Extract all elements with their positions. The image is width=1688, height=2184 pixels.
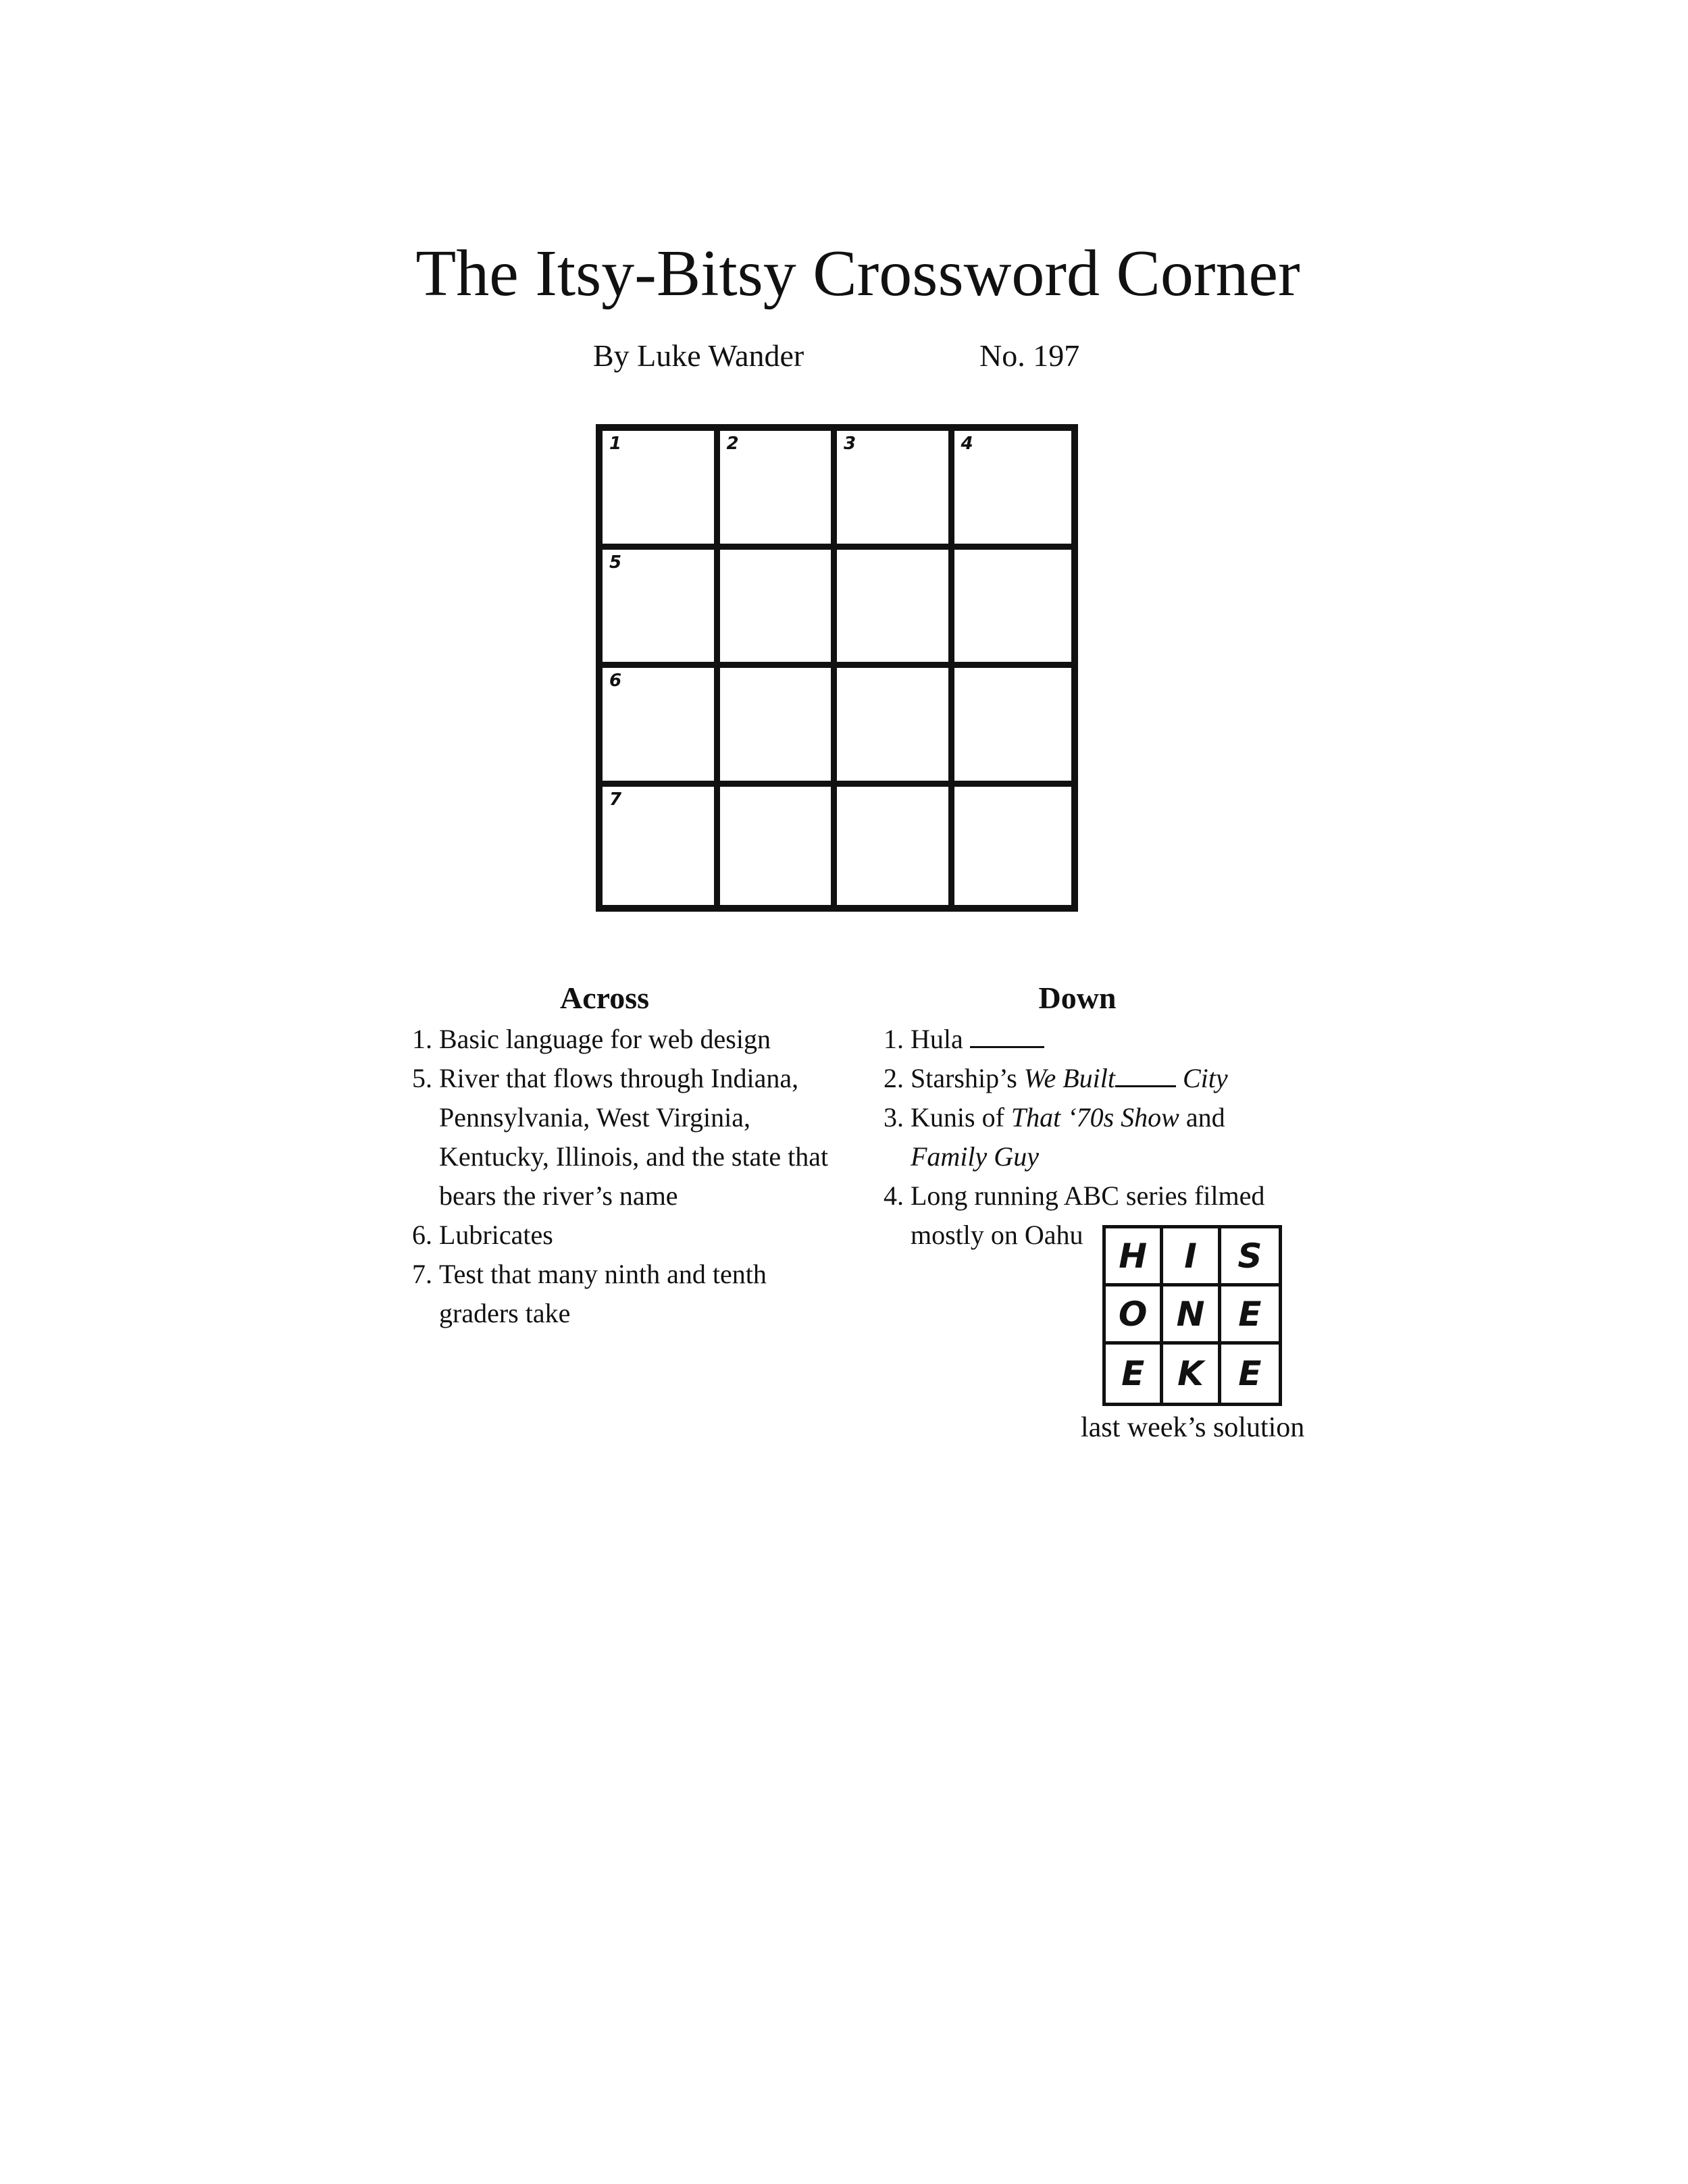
cell-number: 7	[609, 789, 622, 810]
clue-number: 4.	[884, 1180, 904, 1211]
clue-number: 1.	[412, 1024, 432, 1054]
clue-text-part: Starship’s	[911, 1063, 1017, 1093]
clue-number: 5.	[412, 1063, 432, 1093]
author-byline: By Luke Wander	[593, 338, 804, 373]
across-clue	[400, 1216, 832, 1255]
grid-cell[interactable]	[603, 668, 720, 787]
last-week-solution-grid	[1102, 1225, 1282, 1406]
clue-number: 3.	[884, 1102, 904, 1133]
cell-number: 2	[726, 434, 739, 454]
grid-cell[interactable]	[837, 550, 954, 669]
clue-text: River that flows through Indiana, Pennsylvania, West Virginia, Kentucky, Illinois, and the state that bears the river’s name	[439, 1063, 829, 1211]
solution-cell: E	[1221, 1286, 1279, 1345]
grid-cell[interactable]	[720, 431, 838, 550]
across-clue	[400, 1255, 832, 1333]
solution-cell: I	[1163, 1228, 1221, 1286]
grid-cell[interactable]	[954, 787, 1072, 906]
grid-cell[interactable]	[837, 431, 954, 550]
clue-text-part: and	[1185, 1102, 1225, 1133]
solution-cell: E	[1106, 1345, 1163, 1403]
across-clue-list	[400, 1020, 832, 1333]
down-clue-list	[871, 1020, 1331, 1255]
solution-cell: H	[1106, 1228, 1163, 1286]
clue-text	[911, 1098, 1331, 1176]
grid-cell[interactable]	[603, 787, 720, 906]
clue-text-part: mostly on Oahu	[911, 1220, 1083, 1250]
clue-text: Basic language for web design	[439, 1024, 771, 1054]
cell-number: 1	[609, 434, 622, 454]
solution-cell: N	[1163, 1286, 1221, 1345]
grid-cell[interactable]	[603, 431, 720, 550]
down-clue	[871, 1098, 1331, 1176]
grid-cell[interactable]	[954, 431, 1072, 550]
clue-number: 6.	[412, 1220, 432, 1250]
cell-number: 5	[609, 552, 622, 573]
issue-number: No. 197	[979, 338, 1080, 373]
down-clue	[871, 1059, 1331, 1098]
clue-text	[911, 1020, 1331, 1059]
grid-cell[interactable]	[720, 668, 838, 787]
grid-cell[interactable]	[720, 787, 838, 906]
down-heading: Down	[1038, 981, 1117, 1015]
clue-text: Test that many ninth and tenth graders take	[439, 1259, 767, 1328]
clue-text: Lubricates	[439, 1220, 553, 1250]
clue-text-part: Long running ABC series filmed	[911, 1180, 1265, 1211]
cell-number: 3	[844, 434, 856, 454]
grid-cell[interactable]	[954, 668, 1072, 787]
grid-cell[interactable]	[837, 787, 954, 906]
clue-number: 2.	[884, 1063, 904, 1093]
clue-title-italic: We Built	[1023, 1063, 1115, 1093]
solution-cell: S	[1221, 1228, 1279, 1286]
grid-cell[interactable]	[954, 550, 1072, 669]
clue-title-italic: That ‘70s Show	[1011, 1102, 1179, 1133]
crossword-grid	[596, 424, 1078, 912]
grid-cell[interactable]	[837, 668, 954, 787]
clue-text-part: Hula	[911, 1024, 963, 1054]
solution-cell: K	[1163, 1345, 1221, 1403]
clue-number: 7.	[412, 1259, 432, 1289]
clue-title-italic: Family Guy	[911, 1141, 1039, 1172]
down-clue	[871, 1020, 1331, 1059]
solution-cell: E	[1238, 1354, 1262, 1393]
clue-title-italic: City	[1182, 1063, 1228, 1093]
grid-cell[interactable]	[603, 550, 720, 669]
across-clue	[400, 1020, 832, 1059]
across-clue	[400, 1059, 832, 1216]
answer-blank	[1115, 1062, 1176, 1087]
cell-number: 4	[961, 434, 973, 454]
cell-number: 6	[609, 671, 622, 691]
answer-blank	[970, 1023, 1044, 1048]
grid-cell[interactable]	[720, 550, 838, 669]
clue-number: 1.	[884, 1024, 904, 1054]
puzzle-title: The Itsy-Bitsy Crossword Corner	[415, 237, 1300, 310]
clue-text-part: Kunis of	[911, 1102, 1004, 1133]
clue-text	[911, 1059, 1331, 1098]
solution-cell: O	[1106, 1286, 1163, 1345]
solution-caption: last week’s solution	[1081, 1412, 1305, 1443]
across-heading: Across	[559, 981, 650, 1015]
